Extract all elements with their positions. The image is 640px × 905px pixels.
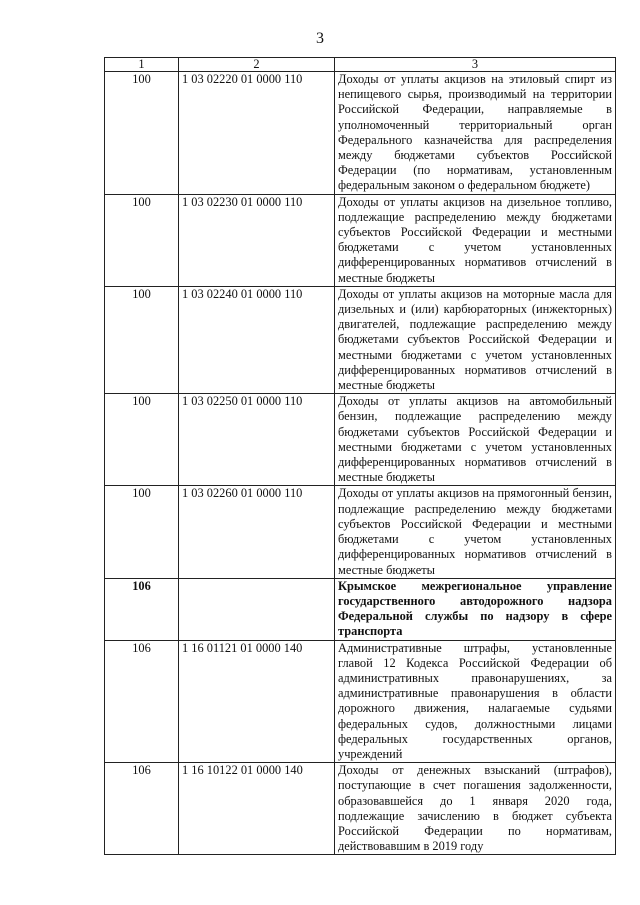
table-row bbox=[105, 486, 616, 578]
admin-code-cell: 100 bbox=[105, 394, 179, 486]
admin-code-cell: 106 bbox=[105, 578, 179, 640]
admin-code-cell: 100 bbox=[105, 486, 179, 578]
description-cell: Административные штрафы, установленные главой 12 Кодекса Российской Федерации об административных правонарушениях, за административные правонарушения в области дорожного движения, налагаемые судьями федеральных судов, должностными лицами федеральных государственных органов, учреждений bbox=[335, 640, 616, 763]
description-cell: Доходы от уплаты акцизов на автомобильный бензин, подлежащие распределению между бюджетами субъектов Российской Федерации и местными бюджетами с учетом установленных дифференцированных нормативов отчислений в местные бюджеты bbox=[335, 394, 616, 486]
description-cell: Доходы от уплаты акцизов на этиловый спирт из непищевого сырья, производимый на территории Российской Федерации, направляемые в уполномоченный территориальный орган Федерального казначейства для распределения между бюджетами субъектов Российской Федерации (по нормативам, установленным федеральным законом о федеральном бюджете) bbox=[335, 72, 616, 195]
kbk-code-cell: 1 03 02230 01 0000 110 bbox=[179, 194, 335, 286]
table-row bbox=[105, 640, 616, 763]
description-cell: Доходы от денежных взысканий (штрафов), поступающие в счет погашения задолженности, образовавшейся до 1 января 2020 года, подлежащие зачислению в бюджет субъекта Российской Федерации по нормативам, действовавшим в 2019 году bbox=[335, 763, 616, 855]
admin-code-cell: 100 bbox=[105, 286, 179, 393]
admin-code-cell: 100 bbox=[105, 72, 179, 195]
page-number: 3 bbox=[316, 30, 324, 47]
admin-code-cell: 106 bbox=[105, 640, 179, 763]
table-row bbox=[105, 194, 616, 286]
kbk-code-cell bbox=[179, 578, 335, 640]
table-row bbox=[105, 72, 616, 195]
table-row bbox=[105, 394, 616, 486]
header-col-2: 2 bbox=[179, 58, 335, 72]
table-row bbox=[105, 286, 616, 393]
kbk-code-cell: 1 16 01121 01 0000 140 bbox=[179, 640, 335, 763]
header-col-1: 1 bbox=[105, 58, 179, 72]
budget-classification-table bbox=[104, 57, 616, 855]
admin-code-cell: 106 bbox=[105, 763, 179, 855]
admin-code-cell: 100 bbox=[105, 194, 179, 286]
description-cell: Доходы от уплаты акцизов на моторные масла для дизельных и (или) карбюраторных (инжекторных) двигателей, подлежащие распределению между бюджетами субъектов Российской Федерации и местными бюджетами с учетом установленных дифференцированных нормативов отчислений в местные бюджеты bbox=[335, 286, 616, 393]
description-cell: Крымское межрегиональное управление государственного автодорожного надзора Федеральной службы по надзору в сфере транспорта bbox=[335, 578, 616, 640]
kbk-code-cell: 1 16 10122 01 0000 140 bbox=[179, 763, 335, 855]
table-header-row bbox=[105, 58, 616, 72]
description-cell: Доходы от уплаты акцизов на дизельное топливо, подлежащие распределению между бюджетами субъектов Российской Федерации и местными бюджетами с учетом установленных дифференцированных нормативов отчислений в местные бюджеты bbox=[335, 194, 616, 286]
table-row bbox=[105, 763, 616, 855]
kbk-code-cell: 1 03 02240 01 0000 110 bbox=[179, 286, 335, 393]
description-cell: Доходы от уплаты акцизов на прямогонный бензин, подлежащие распределению между бюджетами субъектов Российской Федерации и местными бюджетами с учетом установленных дифференцированных нормативов отчислений в местные бюджеты bbox=[335, 486, 616, 578]
kbk-code-cell: 1 03 02260 01 0000 110 bbox=[179, 486, 335, 578]
kbk-code-cell: 1 03 02250 01 0000 110 bbox=[179, 394, 335, 486]
header-col-3: 3 bbox=[335, 58, 616, 72]
kbk-code-cell: 1 03 02220 01 0000 110 bbox=[179, 72, 335, 195]
table-row-section-heading bbox=[105, 578, 616, 640]
